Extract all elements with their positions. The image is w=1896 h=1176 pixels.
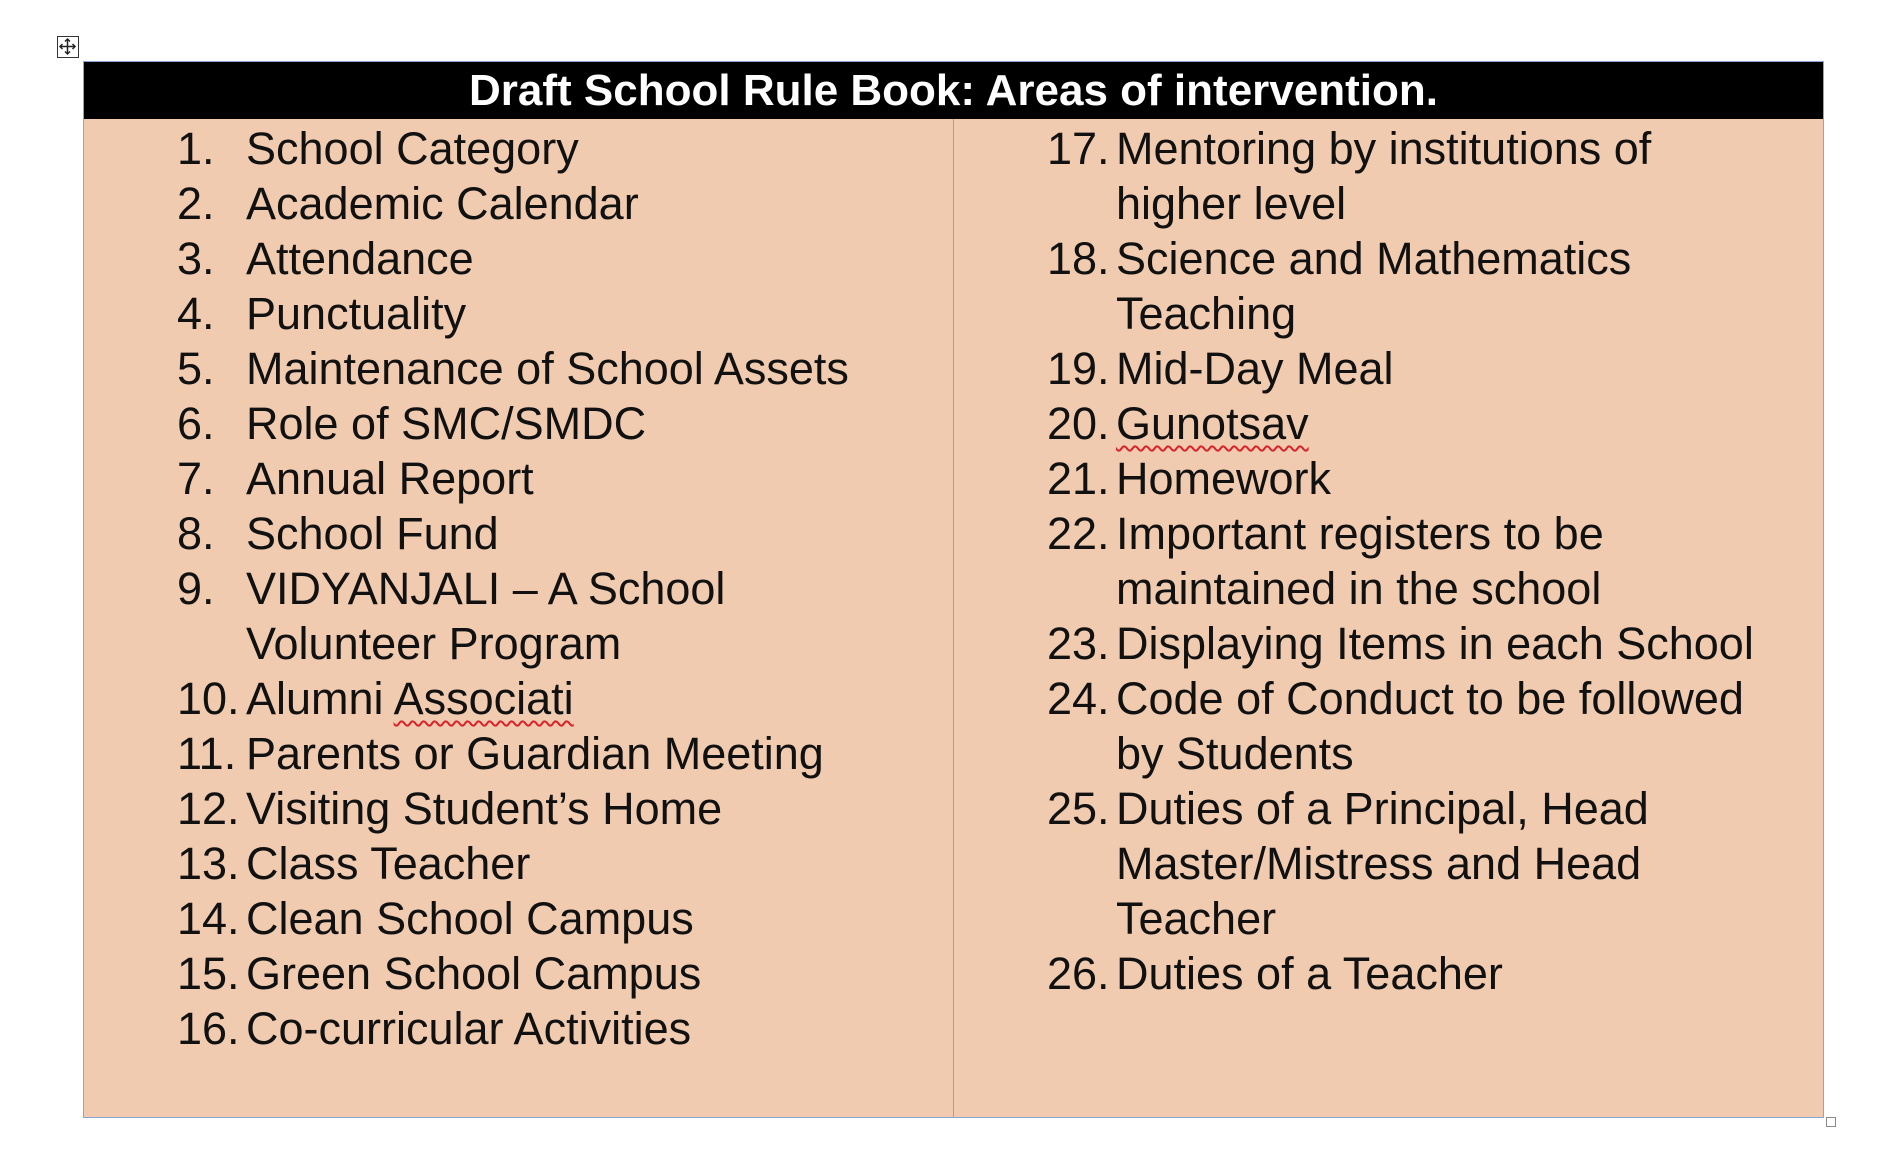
list-item (177, 836, 849, 891)
list-item-line: School Fund (246, 508, 499, 559)
list-item-text (246, 451, 534, 506)
list-item-line: by Students (1116, 728, 1354, 779)
list-item-text (246, 726, 824, 781)
list-item (177, 726, 849, 781)
list-item-text (246, 561, 725, 671)
list-item (177, 121, 849, 176)
list-item-text (246, 671, 574, 726)
list-item-line: Attendance (246, 233, 474, 284)
list-item-number: 26. (1047, 948, 1110, 999)
list-item-text (1116, 231, 1631, 341)
rule-book-table (83, 61, 1824, 1118)
list-item-number: 6. (177, 398, 215, 449)
list-item-number: 12. (177, 783, 240, 834)
list-item (1047, 946, 1754, 1001)
list-item (177, 946, 849, 1001)
list-item (1047, 671, 1754, 781)
list-item (177, 891, 849, 946)
list-item-line: Class Teacher (246, 838, 531, 889)
list-item-number: 17. (1047, 123, 1110, 174)
list-item-line: VIDYANJALI – A School (246, 563, 726, 614)
list-item-text (246, 946, 701, 1001)
list-item-line: Visiting Student’s Home (246, 783, 723, 834)
list-item-line: Displaying Items in each School (1116, 618, 1754, 669)
list-item-text (246, 231, 474, 286)
list-item-number: 15. (177, 948, 240, 999)
list-item-text (246, 1001, 691, 1056)
list-item-number: 5. (177, 343, 215, 394)
list-item-number: 13. (177, 838, 240, 889)
list-item (177, 451, 849, 506)
list-item-line: Homework (1116, 453, 1332, 504)
list-item-text (1116, 506, 1604, 616)
left-column-cell[interactable] (84, 119, 954, 1117)
list-item (1047, 506, 1754, 616)
list-item-line: maintained in the school (1116, 563, 1602, 614)
list-item-number: 20. (1047, 398, 1110, 449)
move-arrows-icon (58, 37, 77, 56)
list-item-line: Duties of a Principal, Head (1116, 783, 1649, 834)
misspelled-word[interactable]: Associati (393, 673, 574, 724)
list-item-text (246, 286, 466, 341)
list-item (1047, 451, 1754, 506)
list-item-line: Alumni Associati (246, 673, 574, 724)
list-item-text (246, 341, 849, 396)
list-item-number: 1. (177, 123, 215, 174)
list-item (1047, 341, 1754, 396)
list-item-line: Teaching (1116, 288, 1297, 339)
list-item-line: Green School Campus (246, 948, 702, 999)
list-item-number: 19. (1047, 343, 1110, 394)
list-item-line: Maintenance of School Assets (246, 343, 849, 394)
list-item-line: Annual Report (246, 453, 534, 504)
list-item-text (246, 506, 499, 561)
list-item-number: 2. (177, 178, 215, 229)
list-item-text (1116, 451, 1331, 506)
list-item (177, 506, 849, 561)
list-item-line: Master/Mistress and Head (1116, 838, 1642, 889)
list-item-line: Duties of a Teacher (1116, 948, 1503, 999)
list-item-text (1116, 396, 1309, 451)
list-item-text (1116, 781, 1649, 946)
list-item-line: Volunteer Program (246, 618, 622, 669)
list-item-number: 25. (1047, 783, 1110, 834)
list-item-number: 10. (177, 673, 240, 724)
list-item-text (246, 781, 722, 836)
list-item-number: 7. (177, 453, 215, 504)
list-item (1047, 616, 1754, 671)
list-item-line: Teacher (1116, 893, 1277, 944)
list-item (1047, 121, 1754, 231)
list-item-line: Mid-Day Meal (1116, 343, 1394, 394)
list-item-line (1116, 396, 1309, 451)
table-header-title: Draft School Rule Book: Areas of intervention. (84, 62, 1823, 119)
list-item (177, 231, 849, 286)
list-item-line: Co-curricular Activities (246, 1003, 692, 1054)
list-item-text (246, 396, 646, 451)
list-item (177, 1001, 849, 1056)
list-item (177, 396, 849, 451)
list-item-number: 16. (177, 1003, 240, 1054)
table-move-handle[interactable] (57, 36, 79, 58)
list-item (1047, 781, 1754, 946)
list-item-line: Parents or Guardian Meeting (246, 728, 824, 779)
list-item (1047, 396, 1754, 451)
list-item-line: higher level (1116, 178, 1347, 229)
list-item-line: Role of SMC/SMDC (246, 398, 647, 449)
list-item (177, 561, 849, 671)
list-item (177, 286, 849, 341)
list-item-text (1116, 671, 1744, 781)
list-item-text (1116, 946, 1503, 1001)
list-item-text (246, 176, 639, 231)
list-item-number: 4. (177, 288, 215, 339)
list-item-number: 11. (177, 728, 237, 779)
table-resize-handle[interactable] (1826, 1117, 1836, 1127)
list-item-text (1116, 616, 1754, 671)
list-item-number: 14. (177, 893, 240, 944)
list-item-number: 24. (1047, 673, 1110, 724)
list-item-text (1116, 121, 1651, 231)
list-item-line: Science and Mathematics (1116, 233, 1632, 284)
list-item-number: 8. (177, 508, 215, 559)
list-item-line: Code of Conduct to be followed (1116, 673, 1744, 724)
list-item-number: 18. (1047, 233, 1110, 284)
list-item (177, 341, 849, 396)
list-item-line: Mentoring by institutions of (1116, 123, 1652, 174)
right-rules-list (1047, 121, 1754, 1001)
list-item-text (246, 121, 579, 176)
list-item (177, 176, 849, 231)
list-item-line: School Category (246, 123, 579, 174)
list-item-line: Clean School Campus (246, 893, 694, 944)
table-body-row (84, 119, 1823, 1117)
list-item-line: Academic Calendar (246, 178, 639, 229)
list-item (177, 781, 849, 836)
list-item-number: 3. (177, 233, 215, 284)
list-item (177, 671, 849, 726)
list-item-text (1116, 341, 1394, 396)
list-item-number: 21. (1047, 453, 1110, 504)
list-item-number: 23. (1047, 618, 1110, 669)
list-item-number: 22. (1047, 508, 1110, 559)
misspelled-word[interactable]: Gunotsav (1116, 398, 1309, 449)
list-item-text (246, 836, 530, 891)
list-item-number: 9. (177, 563, 215, 614)
list-item (1047, 231, 1754, 341)
right-column-cell[interactable] (954, 119, 1823, 1117)
list-item-text (246, 891, 694, 946)
list-item-line: Punctuality (246, 288, 467, 339)
list-item-line: Important registers to be (1116, 508, 1604, 559)
left-rules-list (177, 121, 849, 1056)
